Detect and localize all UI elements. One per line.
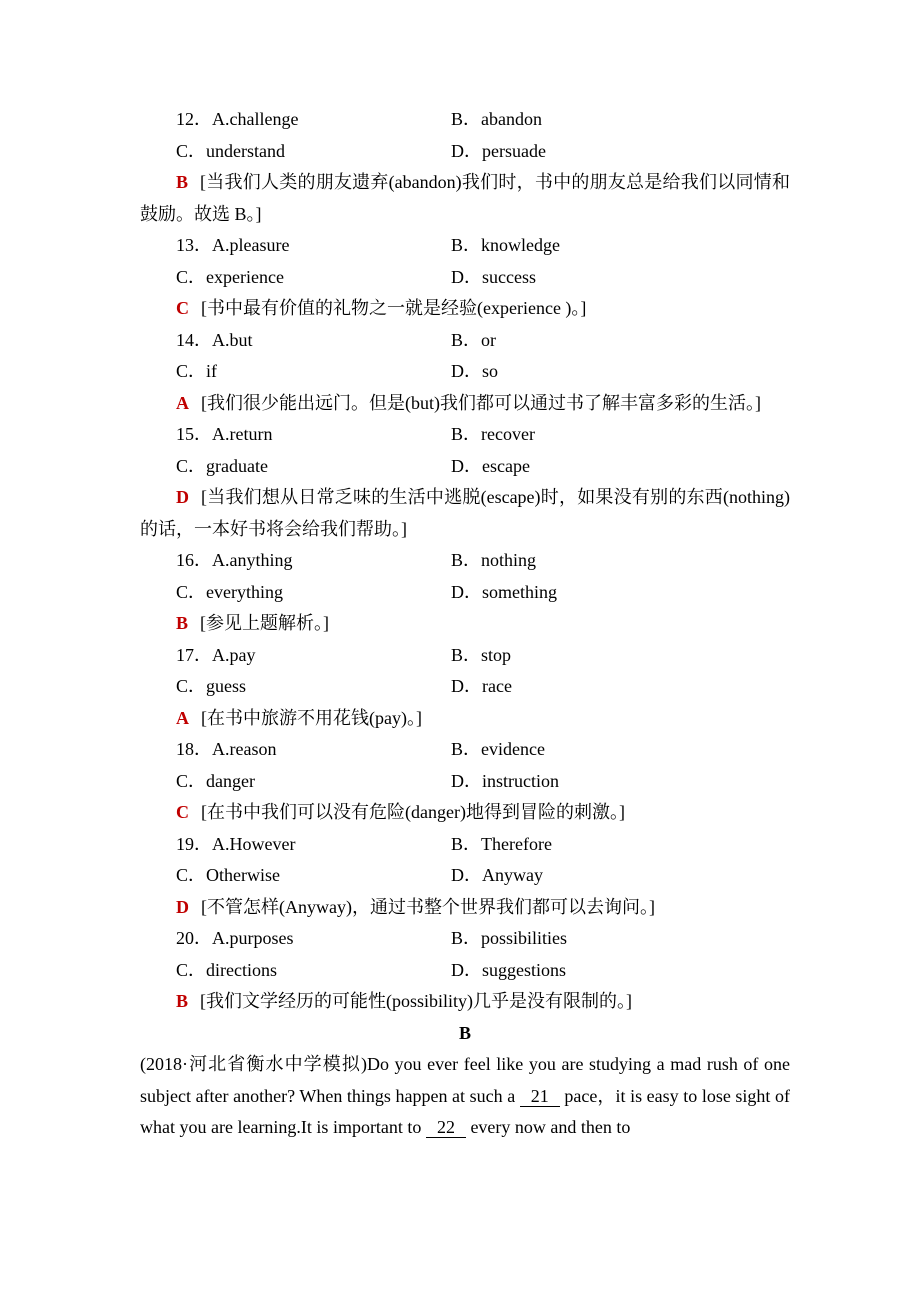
- answer-explanation: [在书中我们可以没有危险(danger)地得到冒险的刺激。]: [201, 802, 625, 822]
- question-number-and-option-a: 14．A.but: [176, 329, 253, 350]
- option-row: [140, 325, 790, 357]
- option-d: D．race: [451, 676, 512, 696]
- option-row: [140, 577, 790, 609]
- answer-letter: C: [176, 802, 189, 822]
- passage-text: pace，it is easy to lose sight of what you are learning.It is important to: [140, 1085, 790, 1137]
- option-b: B．Therefore: [451, 833, 552, 854]
- option-d: D．Anyway: [451, 865, 543, 885]
- question-number-and-option-a: 16．A.anything: [176, 550, 293, 570]
- answer-paragraph: [140, 388, 790, 420]
- passage-paragraph: [140, 1049, 790, 1144]
- option-c: C．everything: [176, 581, 283, 602]
- option-d: D．instruction: [451, 770, 559, 791]
- option-c: C．danger: [176, 770, 255, 791]
- option-b: B．abandon: [451, 109, 542, 129]
- option-b: B．or: [451, 329, 496, 350]
- option-c: C．directions: [176, 959, 277, 980]
- answer-paragraph: [140, 167, 790, 230]
- cloze-blank-21: 21: [520, 1086, 560, 1107]
- question-block-12: [140, 104, 790, 230]
- answer-paragraph: [140, 986, 790, 1018]
- answer-letter: C: [176, 298, 189, 318]
- question-block-16: [140, 545, 790, 640]
- question-block-17: [140, 640, 790, 735]
- option-c: C．if: [176, 361, 218, 381]
- answer-letter: A: [176, 707, 189, 728]
- answer-explanation: [书中最有价值的礼物之一就是经验(experience )。]: [201, 298, 587, 318]
- question-number-and-option-a: 20．A.purposes: [176, 928, 294, 948]
- option-row: [140, 955, 790, 987]
- option-d: D．persuade: [451, 140, 546, 161]
- question-number-and-option-a: 17．A.pay: [176, 644, 256, 665]
- option-row: [140, 356, 790, 388]
- question-number-and-option-a: 19．A.However: [176, 833, 296, 854]
- option-b: B．possibilities: [451, 928, 568, 948]
- section-heading: B: [458, 1022, 471, 1043]
- answer-explanation: [我们很少能出远门。但是(but)我们都可以通过书了解丰富多彩的生活。]: [201, 392, 761, 413]
- answer-letter: B: [176, 172, 189, 192]
- option-c: C．Otherwise: [176, 865, 280, 885]
- answer-explanation: [不管怎样(Anyway)，通过书整个世界我们都可以去询问。]: [201, 896, 655, 917]
- option-row: [140, 640, 790, 672]
- option-c: C．experience: [176, 266, 284, 287]
- option-b: B．nothing: [451, 550, 537, 570]
- question-block-20: [140, 923, 790, 1018]
- option-row: [140, 829, 790, 861]
- question-block-18: [140, 734, 790, 829]
- answer-explanation: [我们文学经历的可能性(possibility)几乎是没有限制的。]: [200, 991, 633, 1011]
- option-row: [140, 545, 790, 577]
- question-block-14: [140, 325, 790, 420]
- option-row: [140, 766, 790, 798]
- answer-paragraph: [140, 608, 790, 640]
- answer-letter: D: [176, 487, 189, 507]
- option-row: [140, 734, 790, 766]
- option-row: [140, 923, 790, 955]
- answer-paragraph: [140, 293, 790, 325]
- answer-paragraph: [140, 892, 790, 924]
- option-d: D．success: [451, 266, 536, 287]
- passage-text: every now and then to: [465, 1117, 631, 1137]
- answer-paragraph: [140, 797, 790, 829]
- option-d: D．so: [451, 361, 499, 381]
- option-b: B．evidence: [451, 739, 545, 759]
- answer-paragraph: [140, 482, 790, 545]
- option-row: [140, 262, 790, 294]
- option-row: [140, 104, 790, 136]
- answer-explanation: [在书中旅游不用花钱(pay)。]: [201, 707, 422, 728]
- question-block-15: [140, 419, 790, 545]
- option-row: [140, 419, 790, 451]
- option-b: B．recover: [451, 424, 535, 444]
- option-c: C．graduate: [176, 455, 268, 476]
- answer-explanation: [参见上题解析。]: [200, 613, 330, 633]
- option-d: D．suggestions: [451, 959, 567, 980]
- option-row: [140, 136, 790, 168]
- question-block-19: [140, 829, 790, 924]
- option-b: B．stop: [451, 644, 512, 665]
- answer-letter: A: [176, 392, 189, 413]
- option-row: [140, 451, 790, 483]
- answer-explanation: [当我们想从日常乏味的生活中逃脱(escape)时，如果没有别的东西(nothing)的话，一本好书将会给我们帮助。]: [140, 487, 790, 539]
- option-d: D．something: [451, 581, 557, 602]
- question-number-and-option-a: 12．A.challenge: [176, 109, 299, 129]
- option-row: [140, 230, 790, 262]
- option-c: C．guess: [176, 676, 247, 696]
- question-number-and-option-a: 18．A.reason: [176, 739, 277, 759]
- answer-paragraph: [140, 703, 790, 735]
- option-b: B．knowledge: [451, 235, 560, 255]
- question-block-13: [140, 230, 790, 325]
- option-c: C．understand: [176, 140, 285, 161]
- answer-letter: D: [176, 896, 189, 917]
- question-number-and-option-a: 13．A.pleasure: [176, 235, 290, 255]
- passage-text: (2018·河北省衡水中学模拟)Do you ever feel like you are studying a mad rush of one subject after another? When things happen at such a: [140, 1054, 790, 1106]
- cloze-blank-22: 22: [426, 1117, 466, 1138]
- option-d: D．escape: [451, 455, 530, 476]
- option-row: [140, 671, 790, 703]
- question-number-and-option-a: 15．A.return: [176, 424, 273, 444]
- option-row: [140, 860, 790, 892]
- answer-letter: B: [176, 613, 189, 633]
- answer-letter: B: [176, 991, 189, 1011]
- answer-explanation: [当我们人类的朋友遗弃(abandon)我们时，书中的朋友总是给我们以同情和鼓励。故选 B。]: [140, 172, 790, 224]
